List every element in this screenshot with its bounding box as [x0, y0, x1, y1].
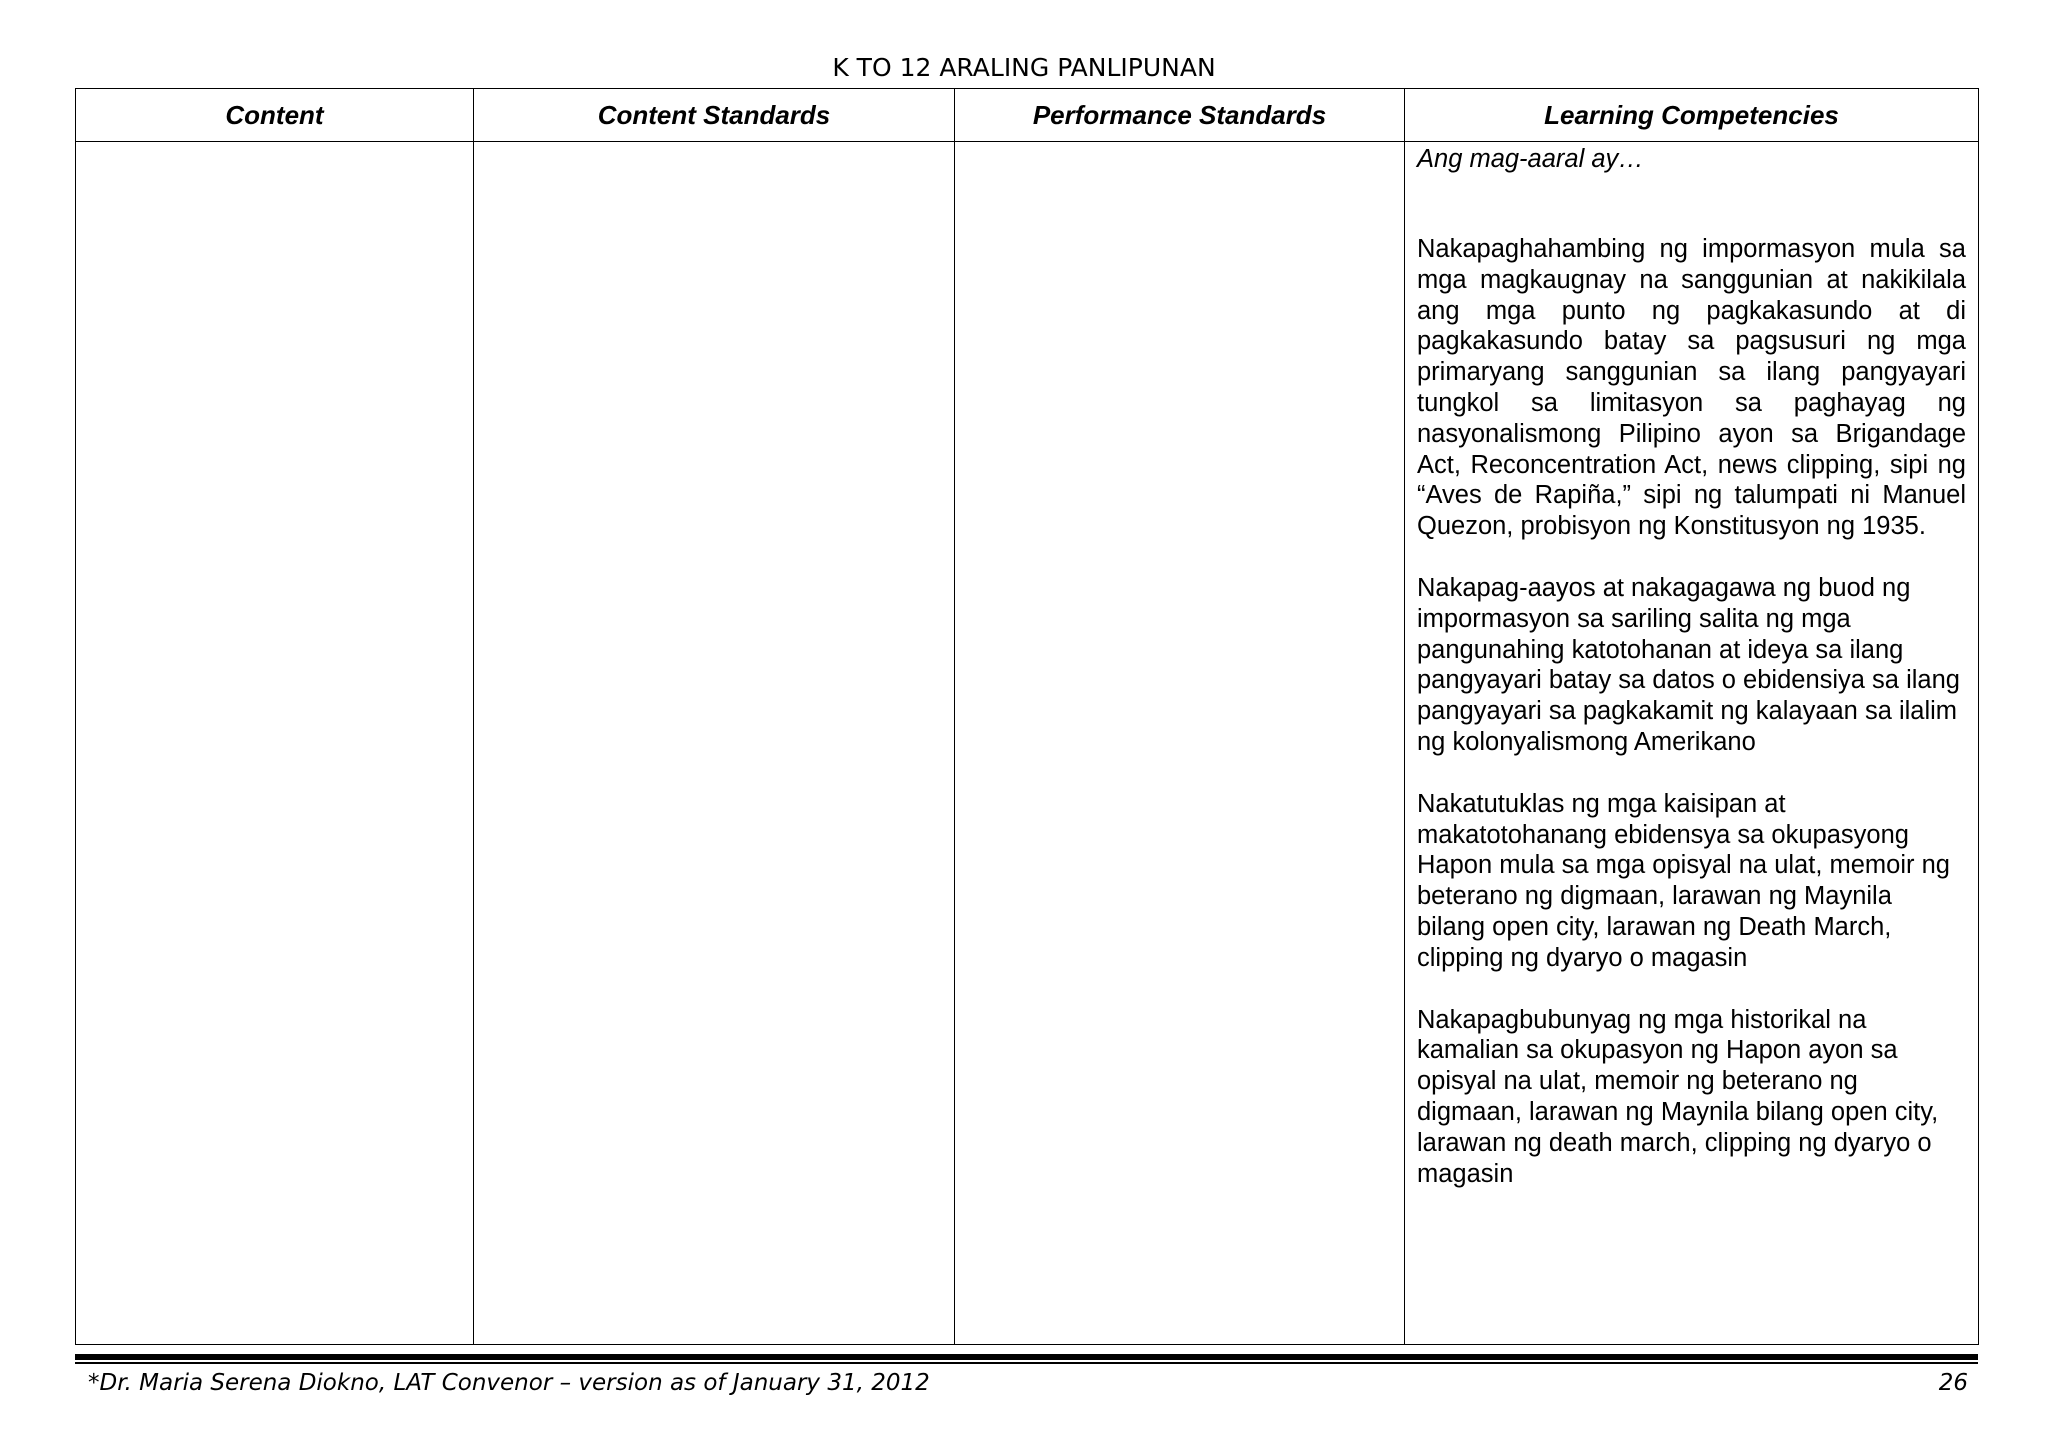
competency-item-1: Nakapaghahambing ng impormasyon mula sa mga magkaugnay na sanggunian at nakikilala ang mga punto ng pagkakasundo at di pagkakasundo batay sa pagsusuri ng mga primaryang sanggunian sa ilang pangyayari tungkol sa limitasyon sa paghayag ng nasyonalismong Pilipino ayon sa Brigandage Act, Reconcentration Act, news clipping, sipi ng “Aves de Rapiña,” sipi ng talumpati ni Manuel Quezon, probisyon ng Konstitusyon ng 1935. [1417, 235, 1966, 541]
column-header-learning-competencies: Learning Competencies [1405, 89, 1979, 142]
footer-divider [75, 1354, 1978, 1360]
competencies-intro: Ang mag-aaral ay… [1417, 145, 1644, 173]
column-header-content: Content [76, 89, 474, 142]
column-header-performance-standards: Performance Standards [955, 89, 1405, 142]
content-cell [76, 142, 474, 1345]
curriculum-table [75, 88, 1979, 1345]
performance-standards-cell [955, 142, 1405, 1345]
competency-item-3: Nakatutuklas ng mga kaisipan at makatotohanang ebidensya sa okupasyong Hapon mula sa mga opisyal na ulat, memoir ng beterano ng digmaan, larawan ng Maynila bilang open city, larawan ng Death March, clipping ng dyaryo o magasin [1417, 789, 1950, 972]
table-header-row [76, 89, 1979, 142]
footer-credit: *Dr. Maria Serena Diokno, LAT Convenor – version as of January 31, 2012 [88, 1370, 930, 1396]
document-header: K TO 12 ARALING PANLIPUNAN [832, 53, 1216, 82]
footer-divider-thin [75, 1362, 1978, 1364]
page-number: 26 [1938, 1370, 1968, 1396]
column-header-content-standards: Content Standards [474, 89, 955, 142]
content-standards-cell [474, 142, 955, 1345]
competency-item-4: Nakapagbubunyag ng mga historikal na kamalian sa okupasyon ng Hapon ayon sa opisyal na ulat, memoir ng beterano ng digmaan, larawan ng Maynila bilang open city, larawan ng death march, clipping ng dyaryo o magasin [1417, 1005, 1939, 1188]
competency-item-2: Nakapag-aayos at nakagagawa ng buod ng impormasyon sa sariling salita ng mga pangunahing katotohanan at ideya sa ilang pangyayari batay sa datos o ebidensiya sa ilang pangyayari sa pagkakamit ng kalayaan sa ilalim ng kolonyalismong Amerikano [1417, 573, 1960, 756]
table-row [76, 142, 1979, 1345]
learning-competencies-cell [1405, 142, 1979, 1345]
